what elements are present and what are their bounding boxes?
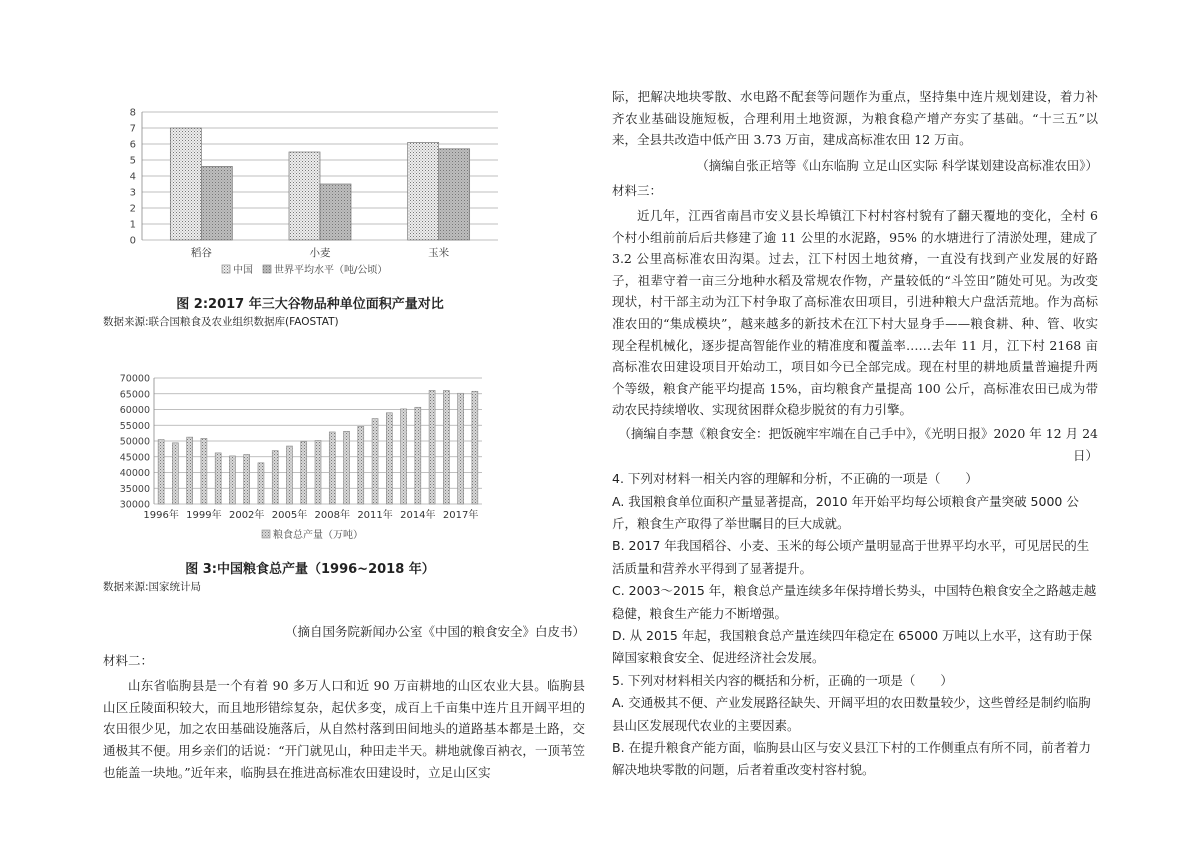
bar-grain-output xyxy=(386,413,392,504)
bar-grain-output xyxy=(401,409,407,504)
bar-grain-output xyxy=(344,431,350,504)
question-5-option-a[interactable]: A. 交通极其不便、产业发展路径缺失、开阔平坦的农田数量较少，这些曾经是制约临朐县山区发展现代农业的主要因素。 xyxy=(612,695,1091,733)
x-category-label: 稻谷 xyxy=(190,247,212,259)
material-2-heading: 材料二： xyxy=(103,652,154,668)
chart2-source: 数据来源:国家统计局 xyxy=(103,581,202,593)
bar-grain-output xyxy=(472,391,478,504)
legend-label: 中国 xyxy=(233,265,253,276)
y-tick-label: 8 xyxy=(129,107,136,119)
bar-grain-output xyxy=(458,393,464,504)
y-tick-label: 1 xyxy=(129,219,136,231)
question-4-option-d[interactable]: D. 从 2015 年起，我国粮食总产量连续四年稳定在 65000 万吨以上水平，这有助于保障国家粮食安全、促进经济社会发展。 xyxy=(612,627,1093,666)
y-tick-label: 35000 xyxy=(119,483,150,495)
y-tick-label: 50000 xyxy=(119,436,150,448)
bar-grain-output xyxy=(258,463,264,504)
x-tick-label: 1996年 xyxy=(143,510,179,521)
bar-grain-output xyxy=(286,446,292,504)
x-tick-label: 2002年 xyxy=(228,510,265,521)
bar-grain-output xyxy=(358,426,364,504)
bar-grain-output xyxy=(315,440,321,504)
question-4-option-c[interactable]: C. 2003～2015 年，粮食总产量连续多年保持增长势头，中国特色粮食安全之路越走越稳健，粮食生产能力不断增强。 xyxy=(612,583,1097,621)
bar-world xyxy=(439,149,470,240)
grain-output-chart xyxy=(112,370,492,548)
material-2-text: 山东省临朐县是一个有着 90 多万人口和近 90 万亩耕地的山区农业大县。临朐县山区丘陵面积较大，而且地形错综复杂，起伏多变，成百上千亩集中连片且开阔平坦的农田很少见，加之农田基础设施落后，从自然村落到田间地头的道路基本都是土路，交通极其不便。用乡亲们的话说：“开门就见山，种田走半天。耕地就像百衲衣，一顶苇笠也能盖一块地。”近年来，临朐县在推进高标准农田建设时，立足山区实 xyxy=(103,678,585,780)
question-4-option-b[interactable]: B. 2017 年我国稻谷、小麦、玉米的每公顷产量明显高于世界平均水平，可见居民的生活质量和营养水平得到了显著提升。 xyxy=(612,538,1090,576)
y-tick-label: 0 xyxy=(129,235,136,247)
legend-swatch xyxy=(222,265,230,273)
x-tick-label: 2005年 xyxy=(271,510,308,521)
y-tick-label: 7 xyxy=(129,123,136,135)
x-tick-label: 1999年 xyxy=(186,510,222,521)
chart1-source: 数据来源:联合国粮食及农业组织数据库(FAOSTAT) xyxy=(103,316,339,328)
x-category-label: 玉米 xyxy=(428,247,450,259)
bar-world xyxy=(201,166,232,240)
bar-grain-output xyxy=(372,419,378,504)
bar-world xyxy=(320,184,351,240)
y-tick-label: 5 xyxy=(129,155,136,167)
legend-label: 粮食总产量（万吨） xyxy=(273,530,363,541)
bar-grain-output xyxy=(172,443,178,504)
question-5 xyxy=(612,670,1098,782)
bar-grain-output xyxy=(215,453,221,504)
bar-china xyxy=(289,152,320,240)
bar-grain-output xyxy=(201,438,207,504)
question-4-stem: 4. 下列对材料一相关内容的理解和分析，不正确的一项是（ ） xyxy=(612,471,978,487)
x-tick-label: 2014年 xyxy=(400,510,436,521)
y-tick-label: 60000 xyxy=(119,405,150,416)
legend-swatch xyxy=(262,530,270,538)
y-tick-label: 3 xyxy=(129,187,136,199)
right-column-text xyxy=(612,86,1098,782)
question-4 xyxy=(612,468,1098,670)
y-tick-label: 4 xyxy=(129,171,136,183)
y-tick-label: 55000 xyxy=(119,420,150,432)
bar-grain-output xyxy=(329,432,335,504)
bar-grain-output xyxy=(429,390,435,504)
bar-china xyxy=(408,142,439,240)
y-tick-label: 2 xyxy=(129,203,136,215)
bar-grain-output xyxy=(187,437,193,504)
material-2-continued: 际，把解决地块零散、水电路不配套等问题作为重点，坚持集中连片规划建设，着力补齐农业基础设施短板，合理利用土地资源，为粮食稳产增产夯实了基础。“十三五”以来，全县共改造中低产田 3.73 万亩，建成高标准农田 12 万亩。 xyxy=(612,89,1098,148)
material-3-text: 近几年，江西省南昌市安义县长埠镇江下村村容村貌有了翻天覆地的变化，全村 6 个村小组前前后后共修建了逾 11 公里的水泥路，95% 的水塘进行了清淤处理，建成了 3.2 公里高标准农田沟渠。过去，江下村因土地贫瘠，一直没有找到产业发展的好路子，祖辈守着一亩三分地种水稻及常规农作物，产量较低的“斗笠田”随处可见。为改变现状，村干部主动为江下村争取了高标准农田项目，引进种粮大户盘活荒地。作为高标准农田的“集成模块”，越来越多的新技术在江下村大显身手——粮食耕、种、管、收实现全程机械化，逐步提高智能作业的精准度和覆盖率……去年 11 月，江下村 2168 亩高标准农田建设项目开始动工，项目如今已全部完成。现在村里的耕地质量普遍提升两个等级，粮食产能平均提高 15%，亩均粮食产量提高 100 公斤，高标准农田已成为带动农民持续增收、实现贫困群众稳步脱贫的有力引擎。 xyxy=(612,207,1098,418)
bar-china xyxy=(170,128,201,240)
bar-grain-output xyxy=(443,390,449,504)
bar-grain-output xyxy=(415,407,421,504)
y-tick-label: 65000 xyxy=(119,389,150,401)
attribution-guangming: （摘编自李慧《粮食安全：把饭碗牢牢端在自己手中》，《光明日报》2020 年 12 月 24 日） xyxy=(618,425,1098,463)
question-4-option-a[interactable]: A. 我国粮食单位面积产量显著提高，2010 年开始平均每公顷粮食产量突破 5000 公斤，粮食生产取得了举世瞩目的巨大成就。 xyxy=(612,493,1079,531)
y-tick-label: 30000 xyxy=(119,499,150,511)
x-tick-label: 2017年 xyxy=(442,510,479,521)
question-5-option-b[interactable]: B. 在提升粮食产能方面，临朐县山区与安义县江下村的工作侧重点有所不同，前者着力解决地块零散的问题，后者着重改变村容村貌。 xyxy=(612,739,1092,778)
x-tick-label: 2011年 xyxy=(357,510,393,521)
legend-label: 世界平均水平（吨/公顷） xyxy=(274,265,388,276)
attribution-white-paper: （摘自国务院新闻办公室《中国的粮食安全》白皮书） xyxy=(284,624,585,639)
y-tick-label: 6 xyxy=(129,139,136,151)
x-tick-label: 2008年 xyxy=(314,510,350,521)
yield-comparison-chart xyxy=(110,104,510,286)
left-column-text xyxy=(103,621,585,783)
x-category-label: 小麦 xyxy=(309,247,331,259)
bar-grain-output xyxy=(244,455,250,504)
bar-grain-output xyxy=(158,440,164,504)
material-3-heading: 材料三： xyxy=(612,183,663,199)
attribution-linqu: （摘编自张正培等《山东临朐 立足山区实际 科学谋划建设高标准农田》） xyxy=(696,157,1098,173)
question-5-stem: 5. 下列对材料相关内容的概括和分析，正确的一项是（ ） xyxy=(612,672,953,688)
legend-swatch xyxy=(263,265,271,273)
y-tick-label: 40000 xyxy=(119,468,150,479)
chart2-caption: 图 3:中国粮食总产量（1996~2018 年） xyxy=(185,562,435,577)
bar-grain-output xyxy=(301,442,307,504)
chart1-caption: 图 2:2017 年三大谷物品种单位面积产量对比 xyxy=(176,297,444,312)
bar-grain-output xyxy=(272,451,278,504)
y-tick-label: 70000 xyxy=(119,373,150,385)
bar-grain-output xyxy=(229,456,235,504)
y-tick-label: 45000 xyxy=(119,452,150,464)
